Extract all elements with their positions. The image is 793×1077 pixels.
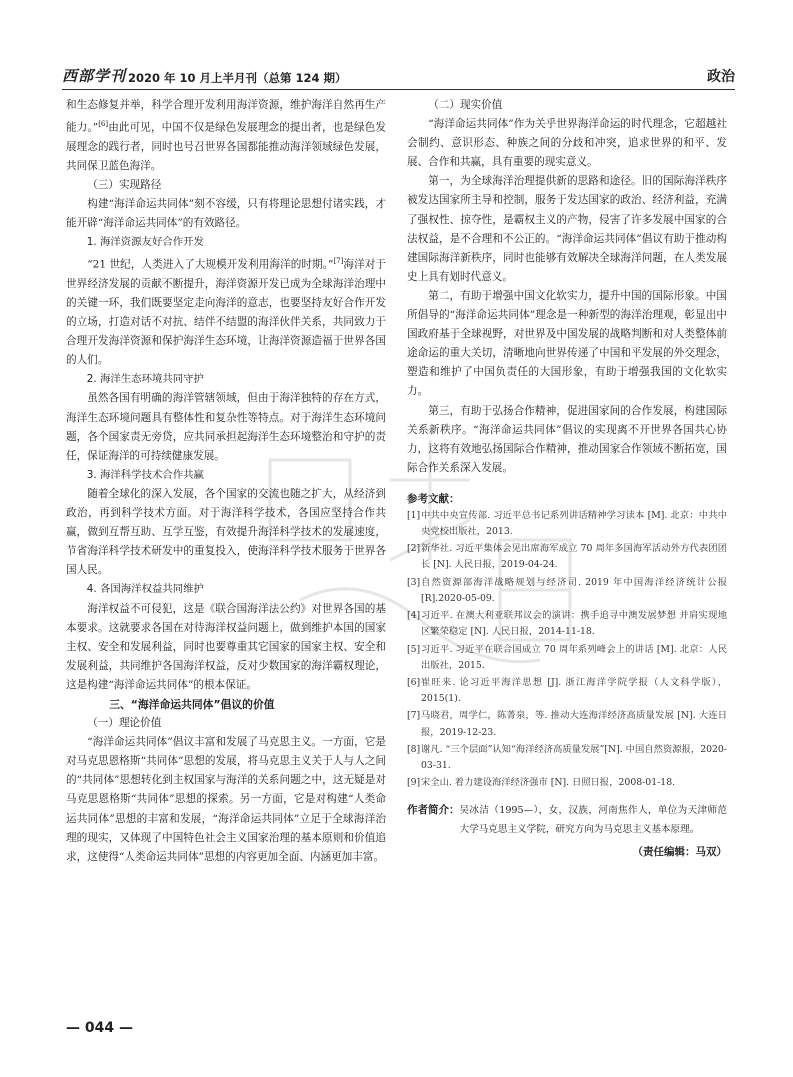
subsection-heading: 4. 各国海洋权益共同维护 [86, 583, 204, 596]
issue-info: 2020 年 10 月上半月刊（总第 124 期） [128, 71, 347, 85]
reference-item [407, 775, 727, 791]
paragraph: 构建“海洋命运共同体”刻不容缓，只有将理论思想付诸实践，才能开辟“海洋命运共同体”的有效路径。 [66, 198, 386, 230]
reference-text: 中共中央宣传部. 习近平总书记系列讲话精神学习读本 [M]. 北京：中共中央党校出版社，2013. [421, 509, 727, 538]
reference-item [407, 708, 727, 740]
right-column [407, 96, 727, 862]
paragraph: “海洋命运共同体”倡议丰富和发展了马克思主义。一方面，它是对马克思恩格斯“共同体”思想的发展，将马克思主义关于人与人之间的“共同体”思想转化到主权国家与海洋的关系问题之中，这无疑是对马克思恩格斯“共同体”思想的探索。另一方面，它是对构建“人类命运共同体”思想的丰富和发展，“海洋命运共同体”立足于全球海洋治理的现实，又体现了中国特色社会主义国家治理的基本原则和价值追求，这使得“人类命运共同体”思想的内容更加全面、内涵更加丰富。 [66, 736, 386, 863]
author-label: 作者简介： [407, 804, 460, 817]
reference-number: [5] [407, 643, 421, 655]
reference-number: [8] [407, 743, 421, 755]
subsection-heading: 2. 海洋生态环境共同守护 [86, 373, 204, 386]
left-column [66, 96, 386, 867]
reference-item [407, 541, 727, 573]
reference-text: 谢凡. “三个层面”认知“海洋经济高质量发展”[N]. 中国自然资源报，2020-03-31. [421, 743, 727, 771]
reference-item [407, 575, 727, 607]
paragraph: 第二，有助于增强中国文化软实力，提升中国的国际形象。中国所倡导的“海洋命运共同体”理念是一种新型的海洋治理观，彰显出中国政府基于全球视野，对世界及中国发展的战略判断和对人类整体前途命运的重大关切，清晰地向世界传递了中国和平发展的外交理念，塑造和维护了中国负责任的大国形象，有助于增强我国的文化软实力。 [407, 289, 727, 398]
paragraph: “海洋命运共同体”作为关乎世界海洋命运的时代理念，它超越社会制约、意识形态、种族之间的分歧和冲突，追求世界的和平、发展、合作和共赢，具有重要的现实意义。 [407, 118, 727, 169]
reference-item [407, 675, 727, 707]
reference-number: [1] [407, 509, 421, 521]
reference-text: 新华社. 习近平集体会见出席海军成立 70 周年多国海军活动外方代表团团长 [N]. 人民日报，2019-04-24. [421, 543, 727, 571]
paragraph: 第三，有助于弘扬合作精神，促进国家间的合作发展，构建国际关系新秩序。“海洋命运共同体”倡议的实现离不开世界各国共心协力，这将有效地弘扬国际合作精神，推动国家合作领域不断拓宽，国际合作关系深入发展。 [407, 404, 727, 474]
reference-text: 崔旺来. 论习近平海洋思想 [J]. 浙江海洋学院学报（人文科学版），2015(1). [421, 676, 727, 705]
reference-number: [4] [407, 610, 421, 622]
reference-text: 宋全山. 着力建设海洋经济强市 [N]. 日照日报，2008-01-18. [421, 777, 676, 789]
paragraph: 第一，为全球海洋治理提供新的思路和途径。旧的国际海洋秩序被发达国家所主导和控制，服务于发达国家的政治、经济利益，充满了强权性、掠夺性，是霸权主义的产物，侵害了许多发展中国家的合法权益，是不合理和不公正的。“海洋命运共同体”倡议有助于推动构建国际海洋新秩序，同时也能够有效解决全球海洋问题，在人类发展史上具有划时代意义。 [407, 175, 727, 283]
right-body [407, 96, 727, 478]
references-list [407, 508, 727, 791]
subsection-heading: 3. 海洋科学技术合作共赢 [86, 468, 204, 481]
page-number: — 044 — [66, 1020, 133, 1036]
subsection-heading: （一）理论价值 [87, 717, 162, 730]
reference-number: [3] [407, 576, 421, 588]
section-heading: 三、“海洋命运共同体”倡议的价值 [109, 697, 275, 711]
paragraph: 和生态修复并举，科学合理开发利用海洋资源，维护海洋自然再生产能力。”[6]由此可见，中国不仅是绿色发展理念的提出者，也是绿色发展理念的践行者，同时也号召世界各国都能推动海洋领域绿色发展，共同保卫蓝色海洋。 [66, 99, 386, 172]
paragraph: 随着全球化的深入发展，各个国家的交流也随之扩大，从经济到政治，再到科学技术方面。对于海洋科学技术，各国应坚持合作共赢，做到互帮互助、互学互鉴，有效提升海洋科学技术的发展速度，节省海洋科学技术研发中的重复投入，使海洋科学技术服务于世界各国人民。 [66, 487, 386, 577]
reference-number: [2] [407, 543, 421, 555]
paragraph: “21 世纪，人类进入了大规模开发利用海洋的时期。”[7]海洋对于世界经济发展的贡献不断提升，海洋资源开发已成为全球海洋治理中的关键一环，我们既要坚定走向海洋的意志，也要坚持友好合作开发的立场，打造对话不对抗、结伴不结盟的海洋伙伴关系，共同致力于合理开发海洋资源和保护海洋生态环境，让海洋资源造福于世界各国的人们。 [66, 257, 386, 367]
subsection-heading: （三）实现路径 [87, 178, 162, 191]
reference-text: 习近平. 习近平在联合国成立 70 周年系列峰会上的讲话 [M]. 北京：人民出版社，2015. [421, 643, 727, 671]
reference-number: [6] [407, 676, 421, 688]
section-label: 政治 [707, 69, 735, 85]
reference-number: [9] [407, 777, 421, 789]
page-header [62, 60, 735, 90]
reference-item [407, 642, 727, 674]
header-left [62, 65, 347, 86]
references-title: 参考文献： [407, 492, 460, 505]
reference-text: 自然资源部海洋战略规划与经济司. 2019 年中国海洋经济统计公报 [R].2020-05-09. [421, 576, 727, 604]
reference-text: 马晓君，周学仁，陈菁泉，等. 推动大连海洋经济高质量发展 [N]. 大连日报，2019-12-23. [421, 710, 727, 738]
reference-item [407, 742, 727, 774]
paragraph: 海洋权益不可侵犯，这是《联合国海洋法公约》对世界各国的基本要求。这就要求各国在对待海洋权益问题上，做到维护本国的国家主权、安全和发展利益，同时也要尊重其它国家的国家主权、安全和发展利益，共同维护各国海洋权益，反对少数国家的海洋霸权理论，这是构建“海洋命运共同体”的根本保证。 [66, 602, 386, 691]
paragraph: 虽然各国有明确的海洋管辖领域，但由于海洋独特的存在方式，海洋生态环境问题具有整体性和复杂性等特点。对于海洋生态环境问题，各个国家责无旁贷，应共同承担起海洋生态环境整治和守护的责任，保证海洋的可持续健康发展。 [66, 392, 386, 462]
subsection-heading: 1. 海洋资源友好合作开发 [86, 236, 204, 249]
subsection-heading: （二）现实价值 [428, 99, 503, 111]
journal-logo: 西部学刊 [62, 67, 127, 85]
author-text: 吴冰洁（1995—），女，汉族，河南焦作人，单位为天津师范大学马克思主义学院，研究方向为马克思主义基本原理。 [459, 805, 727, 836]
reference-text: 习近平. 在澳大利亚联邦议会的演讲：携手追寻中澳发展梦想 并肩实现地区繁荣稳定 [N]. 人民日报，2014-11-18. [421, 610, 727, 638]
reference-item [407, 608, 727, 640]
reference-item [407, 508, 727, 540]
reference-number: [7] [407, 710, 421, 722]
responsible-editor: （责任编辑：马双） [632, 846, 727, 859]
author-bio [407, 801, 727, 839]
